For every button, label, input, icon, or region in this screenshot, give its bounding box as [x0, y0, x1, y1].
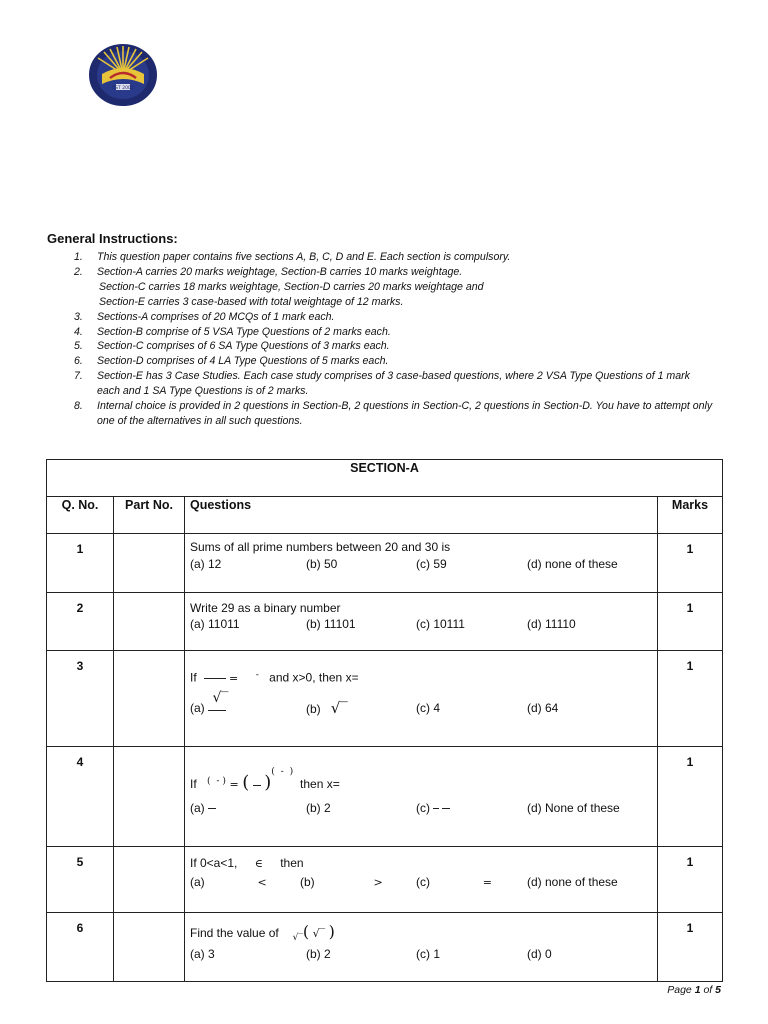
- option-b: (b) 2: [306, 947, 331, 961]
- instruction-line: Section-C carries 18 marks weightage, Section-D carries 20 marks weightage and: [99, 280, 484, 293]
- option-c: (c) 4: [416, 701, 440, 715]
- instruction-item: [74, 354, 714, 369]
- instruction-line: Section-B comprise of 5 VSA Type Questions of 2 marks each.: [97, 325, 391, 338]
- option-b: (b) 2: [306, 801, 331, 815]
- instruction-text: [97, 339, 714, 354]
- option-a: (a) 3: [190, 947, 215, 961]
- question-text-start: If 0<a<1,: [190, 856, 238, 870]
- option-a: (a) √‾: [190, 690, 229, 715]
- question-text: Sums of all prime numbers between 20 and 30 is: [190, 540, 451, 554]
- question-number: 1: [47, 534, 114, 593]
- instruction-line: Section-D comprises of 4 LA Type Questions of 5 marks each.: [97, 355, 389, 368]
- instruction-text: [97, 250, 714, 265]
- option-b: (b) 11101: [306, 617, 356, 631]
- header-questions: Questions: [185, 497, 658, 534]
- question-cell: [185, 593, 658, 651]
- instruction-line: Section-A carries 20 marks weightage, Section-B carries 10 marks weightage.: [97, 265, 463, 278]
- radical-expression: $_{√‾}$( √‾ ): [292, 922, 335, 944]
- option-a: (a): [190, 800, 306, 817]
- fraction-equation: = -: [200, 672, 266, 685]
- question-text: Find the value of: [190, 926, 279, 940]
- instruction-text: [97, 265, 714, 310]
- marks-value: 1: [658, 847, 723, 913]
- header-part: Part No.: [114, 497, 185, 534]
- instruction-line: Sections-A comprises of 20 MCQs of 1 mark each.: [97, 310, 335, 323]
- question-row: [47, 747, 723, 847]
- option-b: (b) >: [300, 875, 383, 889]
- page-footer: Page 1 of 5: [667, 984, 721, 996]
- question-number: 5: [47, 847, 114, 913]
- part-number: [114, 913, 185, 982]
- part-number: [114, 747, 185, 847]
- instruction-item: [74, 265, 714, 310]
- option-d: (d) 11110: [527, 617, 576, 631]
- section-a-table: [46, 459, 723, 982]
- question-number: 3: [47, 651, 114, 747]
- instruction-number: 4.: [74, 325, 83, 338]
- question-cell: [185, 747, 658, 847]
- general-instructions-title: General Instructions:: [47, 231, 178, 246]
- option-b: (b) √‾: [306, 699, 348, 717]
- marks-value: 1: [658, 593, 723, 651]
- instruction-number: 5.: [74, 340, 83, 353]
- option-b: (b) 50: [306, 557, 338, 571]
- instruction-line: Section-C comprises of 6 SA Type Questions of 3 marks each.: [97, 340, 390, 353]
- question-row: [47, 593, 723, 651]
- question-cell: [185, 651, 658, 747]
- question-row: [47, 651, 723, 747]
- instruction-item: [74, 399, 714, 429]
- instruction-number: 2.: [74, 265, 83, 278]
- question-number: 6: [47, 913, 114, 982]
- option-d: (d) 0: [527, 947, 552, 961]
- part-number: [114, 651, 185, 747]
- instruction-number: 7.: [74, 370, 83, 383]
- marks-value: 1: [658, 534, 723, 593]
- instruction-number: 6.: [74, 355, 83, 368]
- question-cell: [185, 534, 658, 593]
- instruction-text: [97, 399, 714, 429]
- instruction-line: Internal choice is provided in 2 questions in Section-B, 2 questions in Section-C, 2 questions in Section-D. You have to attempt only one of the alternatives in all such questions.: [97, 400, 713, 427]
- instruction-number: 1.: [74, 251, 83, 263]
- school-emblem-icon: [88, 44, 158, 106]
- option-d: (d) 64: [527, 701, 559, 715]
- part-number: [114, 593, 185, 651]
- question-number: 4: [47, 747, 114, 847]
- option-c: (c) 59: [416, 557, 447, 571]
- option-a: (a) 11011: [190, 617, 240, 631]
- instruction-item: [74, 310, 714, 325]
- question-row: [47, 534, 723, 593]
- instruction-text: [97, 369, 714, 399]
- question-cell: [185, 913, 658, 982]
- option-d: (d) none of these: [527, 875, 618, 889]
- marks-value: 1: [658, 747, 723, 847]
- instruction-line: This question paper contains five sections A, B, C, D and E. Each section is compulsory.: [97, 251, 511, 263]
- instruction-item: [74, 250, 714, 265]
- instruction-item: [74, 325, 714, 340]
- question-cell: [185, 847, 658, 913]
- option-a: (a) <: [190, 875, 267, 889]
- option-c: (c): [416, 800, 527, 817]
- instruction-text: [97, 354, 714, 369]
- marks-value: 1: [658, 913, 723, 982]
- question-text-start: If: [190, 777, 197, 791]
- element-of-symbol: ∈: [240, 857, 277, 870]
- school-logo: [88, 44, 158, 106]
- instruction-item: [74, 369, 714, 399]
- option-a: (a) 12: [190, 557, 222, 571]
- part-number: [114, 534, 185, 593]
- question-text: Write 29 as a binary number: [190, 601, 341, 615]
- instruction-text: [97, 325, 714, 340]
- header-marks: Marks: [658, 497, 723, 534]
- svg-text:EST 2002: EST 2002: [112, 86, 134, 91]
- exponent-equation: ( - ) = ( )( - ): [207, 766, 294, 793]
- question-text-end: and x>0, then x=: [269, 670, 359, 685]
- option-c: (c) 1: [416, 947, 440, 961]
- question-number: 2: [47, 593, 114, 651]
- question-row: [47, 847, 723, 913]
- option-d: (d) None of these: [527, 801, 620, 815]
- question-text-end: then x=: [300, 777, 340, 791]
- instruction-line: Section-E has 3 Case Studies. Each case study comprises of 3 case-based questions, where 2 VSA Type Questions of 1 mark each and 1 SA Type Questions is of 2 marks.: [97, 370, 690, 398]
- option-c: (c) =: [416, 875, 492, 889]
- question-text-start: If: [190, 670, 197, 685]
- instruction-number: 8.: [74, 400, 83, 413]
- header-qno: Q. No.: [47, 497, 114, 534]
- instruction-number: 3.: [74, 310, 83, 323]
- option-c: (c) 10111: [416, 617, 465, 631]
- instructions-list: [74, 250, 714, 429]
- instruction-text: [97, 310, 714, 325]
- instruction-item: [74, 339, 714, 354]
- instruction-line: Section-E carries 3 case-based with total weightage of 12 marks.: [99, 295, 404, 308]
- marks-value: 1: [658, 651, 723, 747]
- section-title: SECTION-A: [47, 460, 723, 497]
- option-d: (d) none of these: [527, 557, 618, 571]
- question-row: [47, 913, 723, 982]
- part-number: [114, 847, 185, 913]
- question-text-end: then: [280, 856, 304, 870]
